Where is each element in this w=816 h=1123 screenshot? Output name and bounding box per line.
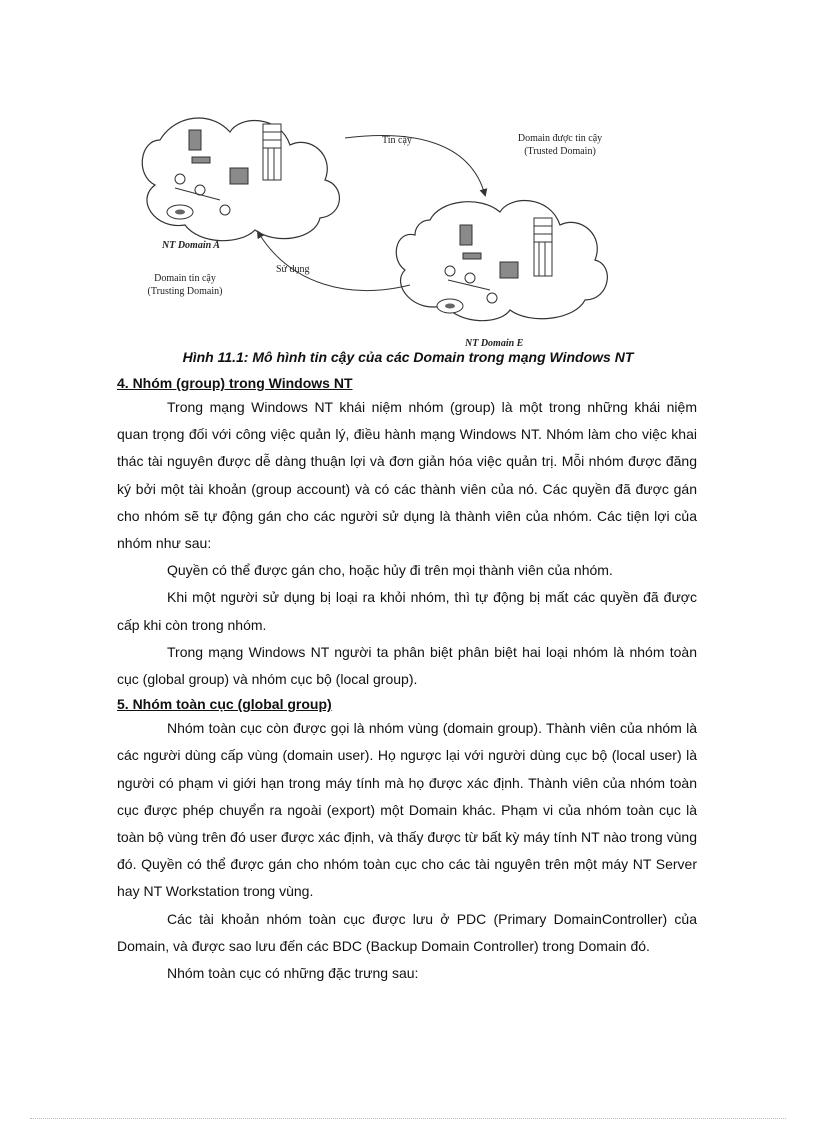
server-b1: [460, 225, 472, 245]
body-text: [117, 372, 697, 987]
section-5-heading: 5. Nhóm toàn cục (global group): [117, 696, 332, 713]
section-4-paragraph: Quyền có thể được gán cho, hoặc hủy đi trên mọi thành viên của nhóm.: [167, 562, 613, 579]
label-trusted-en: (Trusted Domain): [524, 146, 596, 157]
ws-a1: [175, 174, 185, 184]
section-4-heading: 4. Nhóm (group) trong Windows NT: [117, 375, 353, 391]
section-4-paragraph: Trong mạng Windows NT người ta phân biệt phân biệt hai loại nhóm là nhóm toàn cục (global group) và nhóm cục bộ (local group).: [117, 643, 697, 688]
label-domain-b: NT Domain E: [465, 338, 524, 349]
arrow-use: [258, 232, 410, 291]
server-a3: [230, 168, 248, 184]
label-trust: Tin cậy: [382, 135, 412, 146]
server-b3: [500, 262, 518, 278]
section-4-paragraph: Khi một người sử dụng bị loại ra khỏi nhóm, thì tự động bị mất các quyền đã được cấp khi còn trong nhóm.: [117, 589, 697, 633]
label-use: Sử dụng: [276, 264, 310, 275]
section-5-paragraph: Nhóm toàn cục có những đặc trưng sau:: [167, 965, 419, 982]
ws-b1: [445, 266, 455, 276]
section-5-paragraph: Các tài khoản nhóm toàn cục được lưu ở PDC (Primary DomainController) của Domain, và được sao lưu đến các BDC (Backup Domain Controller) trong Domain đó.: [117, 910, 697, 954]
ws-b3: [487, 293, 497, 303]
ws-a3: [220, 205, 230, 215]
label-trusting-en: (Trusting Domain): [147, 286, 223, 297]
ws-b2: [465, 273, 475, 283]
server-a2: [192, 157, 210, 163]
section-4-paragraph: Trong mạng Windows NT khái niệm nhóm (group) là một trong những khái niệm quan trọng đối với công việc quản lý, điều hành mạng Windows NT. Nhóm làm cho việc khai thác tài nguyên được dễ dàng thuận lợi và đơn giản hóa việc quản trị. Mỗi nhóm được đăng ký bởi một tài khoản (group account) và có các thành viên của nó. Các quyền đã được gán cho nhóm sẽ tự động gán cho các người sử dụng là thành viên của nhóm. Các tiện lợi của nhóm như sau:: [117, 399, 697, 552]
label-trusting-vi: Domain tin cậy: [154, 273, 216, 284]
server-b2: [463, 253, 481, 259]
label-trusting-domain: [130, 272, 240, 298]
label-trusted-domain: [500, 132, 620, 158]
figure-caption: Hình 11.1: Mô hình tin cậy của các Domain trong mạng Windows NT: [182, 349, 634, 365]
cloud-domain-b: [396, 201, 607, 321]
label-trusted-vi: Domain được tin cậy: [517, 133, 603, 144]
rack-b: [534, 218, 552, 276]
trust-diagram: [130, 100, 650, 350]
label-domain-a: NT Domain A: [162, 240, 220, 251]
section-5-paragraph: Nhóm toàn cục còn được gọi là nhóm vùng (domain group). Thành viên của nhóm là các người dùng cấp vùng (domain user). Họ ngược lại với người dùng cục bộ (local user) là người có phạm vi giới hạn trong máy tính mà họ được xác định. Thành viên của nhóm toàn cục được phép chuyển ra ngoài (export) một Domain khác. Phạm vi của nhóm toàn cục là toàn bộ vùng trên đó user được xác định, và thấy được từ bất kỳ máy tính NT nào trong vùng đó. Quyền có thể được gán cho nhóm toàn cục cho các tài nguyên trên một máy NT Server hay NT Workstation trong vùng.: [117, 720, 697, 900]
server-a1: [189, 130, 201, 150]
arrow-trust: [345, 136, 485, 195]
page-bottom-divider: [30, 1118, 786, 1119]
